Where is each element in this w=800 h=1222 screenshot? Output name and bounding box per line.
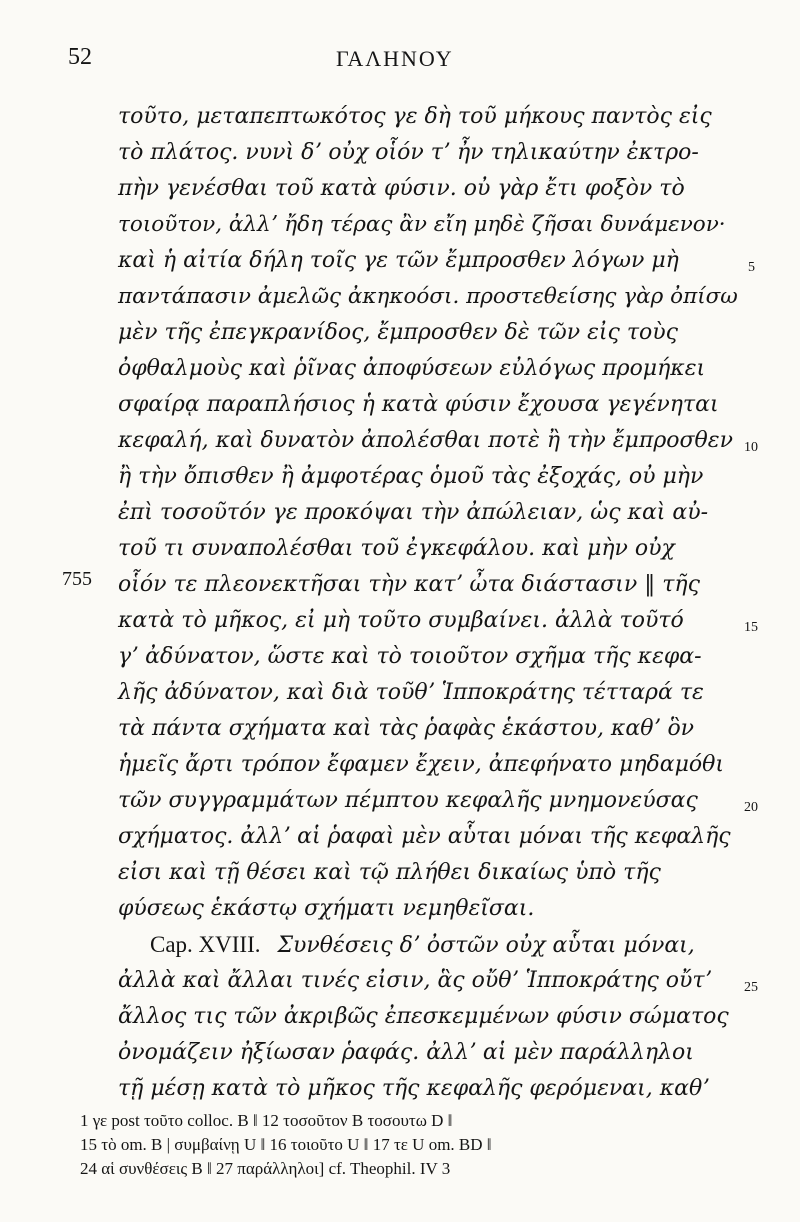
text-line: σφαίρᾳ παραπλήσιος ἡ κατὰ φύσιν ἔχουσα γεγένηται [118, 392, 719, 417]
text-line: ἄλλος τις τῶν ἀκριβῶς ἐπεσκεμμένων φύσιν σώματος [118, 1004, 729, 1029]
text-line: πὴν γενέσθαι τοῦ κατὰ φύσιν. οὐ γὰρ ἔτι φοξὸν τὸ [118, 176, 685, 201]
text-line: λῆς ἀδύνατον, καὶ διὰ τοῦθʼ Ἱπποκράτης τέτταρά τε [118, 680, 704, 705]
text-line: κεφαλή, καὶ δυνατὸν ἀπολέσθαι ποτὲ ἢ τὴν ἔμπροσθεν [118, 428, 733, 453]
text-line: ἐπὶ τοσοῦτόν γε προκόψαι τὴν ἀπώλειαν, ὡς καὶ αὐ- [118, 500, 709, 525]
text-line: εἰσι καὶ τῇ θέσει καὶ τῷ πλήθει δικαίως ὑπὸ τῆς [118, 860, 661, 885]
text-line: ἡμεῖς ἄρτι τρόπον ἔφαμεν ἔχειν, ἀπεφήνατο μηδαμόθι [118, 752, 725, 777]
text-line: τὰ πάντα σχήματα καὶ τὰς ῥαφὰς ἑκάστου, καθʼ ὃν [118, 716, 695, 741]
line-number: 20 [744, 800, 758, 815]
line-number: 25 [744, 980, 758, 995]
text-line: σχήματος. ἀλλʼ αἱ ῥαφαὶ μὲν αὗται μόναι τῆς κεφαλῆς [118, 824, 731, 849]
text-line: τοιοῦτον, ἀλλʼ ἤδη τέρας ἂν εἴη μηδὲ ζῆσαι δυνάμενον· [118, 212, 726, 237]
text-line: φύσεως ἑκάστῳ σχήματι νεμηθεῖσαι. [118, 896, 535, 921]
text-line: γʼ ἀδύνατον, ὥστε καὶ τὸ τοιοῦτον σχῆμα τῆς κεφα- [118, 644, 702, 669]
chapter-line [150, 930, 740, 961]
page-number: 52 [68, 44, 92, 70]
text-line: Συνθέσεις δʼ ὀστῶν οὐχ αὗται μόναι, [277, 933, 695, 958]
text-line: ὀνομάζειν ἠξίωσαν ῥαφάς. ἀλλʼ αἱ μὲν παράλληλοι [118, 1040, 694, 1065]
line-number: 15 [744, 620, 758, 635]
margin-reference-number: 755 [62, 568, 92, 590]
text-line: τοῦτο, μεταπεπτωκότος γε δὴ τοῦ μήκους παντὸς εἰς [118, 104, 712, 129]
line-number: 5 [748, 260, 755, 275]
footnote-line: 15 τὸ om. B | συμβαίνῃ U ‖ 16 τοιοῦτο U ‖ 17 τε U om. BD ‖ [80, 1135, 492, 1154]
text-line: ἀλλὰ καὶ ἄλλαι τινές εἰσιν, ἃς οὔθʼ Ἱπποκράτης οὔτʼ [118, 968, 712, 993]
chapter-label: Cap. XVIII. [150, 932, 261, 957]
text-line: ἢ τὴν ὄπισθεν ἢ ἀμφοτέρας ὁμοῦ τὰς ἐξοχάς, οὐ μὴν [118, 464, 704, 489]
text-line: τῶν συγγραμμάτων πέμπτου κεφαλῆς μνημονεύσας [118, 788, 698, 813]
text-line: τοῦ τι συναπολέσθαι τοῦ ἐγκεφάλου. καὶ μὴν οὐχ [118, 536, 675, 561]
running-title: ΓΑΛΗΝΟΥ [336, 46, 454, 71]
text-line: τὸ πλάτος. νυνὶ δʼ οὐχ οἷόν τʼ ἦν τηλικαύτην ἐκτρο- [118, 140, 699, 165]
footnote-line: 24 αἱ συνθέσεις B ‖ 27 παράλληλοι] cf. Theophil. IV 3 [80, 1159, 451, 1178]
text-line: οἷόν τε πλεονεκτῆσαι τὴν κατʼ ὦτα διάστασιν ‖ τῆς [118, 572, 700, 597]
text-line: ὀφθαλμοὺς καὶ ῥῖνας ἀποφύσεων εὐλόγως προμήκει [118, 356, 706, 381]
line-number: 10 [744, 440, 758, 455]
text-line: καὶ ἡ αἰτία δήλη τοῖς γε τῶν ἔμπροσθεν λόγων μὴ [118, 248, 679, 273]
text-line: παντάπασιν ἀμελῶς ἀκηκοόσι. προστεθείσης γὰρ ὀπίσω [118, 284, 738, 309]
footnote-line: 1 γε post τοῦτο colloc. B ‖ 12 τοσοῦτον B τοσουτω D ‖ [80, 1111, 453, 1130]
text-line: κατὰ τὸ μῆκος, εἰ μὴ τοῦτο συμβαίνει. ἀλλὰ τοῦτό [118, 608, 684, 633]
text-line: μὲν τῆς ἐπεγκρανίδος, ἔμπροσθεν δὲ τῶν εἰς τοὺς [118, 320, 678, 345]
text-line: τῇ μέσῃ κατὰ τὸ μῆκος τῆς κεφαλῆς φερόμεναι, καθʼ [118, 1076, 710, 1101]
